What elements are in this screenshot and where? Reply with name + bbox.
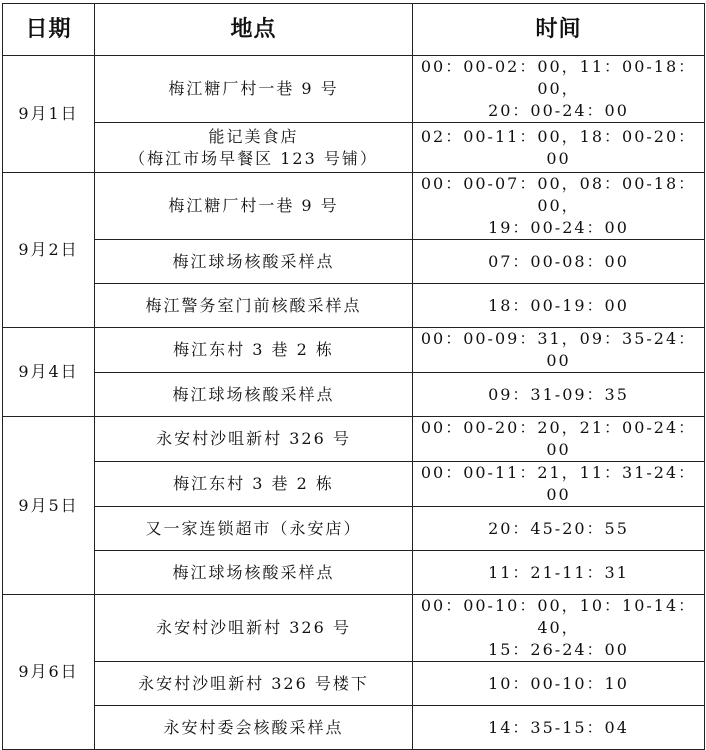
table-row: [3, 284, 705, 328]
time-label: 00：00-20：20，21：00-24：00: [420, 418, 697, 459]
time-label: 09：31-09：35: [488, 384, 629, 404]
place-cell: [95, 284, 413, 328]
time-label: 00：00-10：00，10：10-14：40， 15：26-24：00: [420, 596, 697, 659]
place-label: 梅江糖厂村一巷 9 号: [168, 79, 339, 98]
time-cell: [413, 417, 705, 462]
place-cell: [95, 417, 413, 462]
place-label: 梅江球场核酸采样点: [172, 384, 335, 404]
time-cell: [413, 284, 705, 328]
table-row: [3, 417, 705, 462]
place-label: 梅江东村 3 巷 2 栋: [173, 340, 334, 359]
table-row: [3, 373, 705, 417]
place-label: 梅江糖厂村一巷 9 号: [168, 196, 339, 215]
time-cell: [413, 123, 705, 173]
place-cell: [95, 373, 413, 417]
time-label: 00：00-09：31，09：35-24：00: [420, 329, 697, 370]
place-label: 永安村沙咀新村 326 号: [156, 618, 351, 637]
schedule-table: [2, 3, 705, 750]
place-cell: [95, 551, 413, 595]
time-label: 18：00-19：00: [488, 295, 629, 315]
table-row: [3, 462, 705, 507]
header-time: 时间: [413, 4, 705, 56]
time-cell: [413, 706, 705, 750]
header-place: 地点: [95, 4, 413, 56]
time-cell: [413, 173, 705, 240]
place-label: 梅江东村 3 巷 2 栋: [173, 474, 334, 493]
time-cell: [413, 240, 705, 284]
table-row: [3, 595, 705, 662]
time-label: 07：00-08：00: [488, 251, 629, 271]
time-cell: [413, 595, 705, 662]
time-label: 11：21-11：31: [488, 562, 629, 582]
place-cell: [95, 595, 413, 662]
time-label: 02：00-11：00，18：00-20：00: [420, 126, 697, 168]
place-cell: [95, 706, 413, 750]
date-label: 9月6日: [18, 662, 79, 681]
place-label: 梅江球场核酸采样点: [172, 251, 335, 271]
place-label: 永安村沙咀新村 326 号: [156, 429, 351, 448]
table-row: [3, 56, 705, 123]
time-cell: [413, 551, 705, 595]
table-row: [3, 328, 705, 373]
time-label: 00：00-11：21，11：31-24：00: [420, 463, 697, 504]
table-row: [3, 551, 705, 595]
place-label: 又一家连锁超市（永安店）: [145, 518, 362, 538]
time-cell: [413, 462, 705, 507]
place-cell: [95, 662, 413, 706]
time-cell: [413, 373, 705, 417]
header-date: 日期: [3, 4, 95, 56]
date-label: 9月5日: [18, 495, 79, 515]
place-cell: [95, 507, 413, 551]
time-cell: [413, 328, 705, 373]
time-label: 00：00-02：00，11：00-18：00， 20：00-24：00: [420, 57, 697, 120]
table-row: [3, 706, 705, 750]
table-row: [3, 173, 705, 240]
place-label: 永安村沙咀新村 326 号楼下: [138, 673, 369, 693]
date-label: 9月2日: [18, 240, 79, 259]
date-cell: [3, 328, 95, 417]
place-cell: [95, 56, 413, 123]
date-cell: [3, 56, 95, 173]
time-label: 20：45-20：55: [488, 518, 629, 538]
time-label: 10：00-10：10: [488, 673, 629, 693]
table-row: [3, 123, 705, 173]
date-cell: [3, 417, 95, 595]
time-cell: [413, 662, 705, 706]
place-cell: [95, 462, 413, 507]
place-label: 能记美食店 （梅江市场早餐区 123 号铺）: [129, 126, 378, 168]
table-row: [3, 507, 705, 551]
header-row: [3, 4, 705, 56]
place-cell: [95, 123, 413, 173]
date-cell: [3, 595, 95, 750]
place-label: 梅江球场核酸采样点: [172, 562, 335, 582]
place-label: 梅江警务室门前核酸采样点: [145, 295, 362, 315]
place-cell: [95, 328, 413, 373]
place-cell: [95, 173, 413, 240]
date-cell: [3, 173, 95, 328]
table-row: [3, 240, 705, 284]
time-cell: [413, 507, 705, 551]
table-row: [3, 662, 705, 706]
time-label: 14：35-15：04: [488, 717, 629, 737]
time-label: 00：00-07：00，08：00-18：00， 19：00-24：00: [420, 174, 697, 237]
time-cell: [413, 56, 705, 123]
place-label: 永安村委会核酸采样点: [163, 717, 344, 737]
date-label: 9月1日: [18, 104, 79, 123]
place-cell: [95, 240, 413, 284]
date-label: 9月4日: [18, 362, 79, 381]
